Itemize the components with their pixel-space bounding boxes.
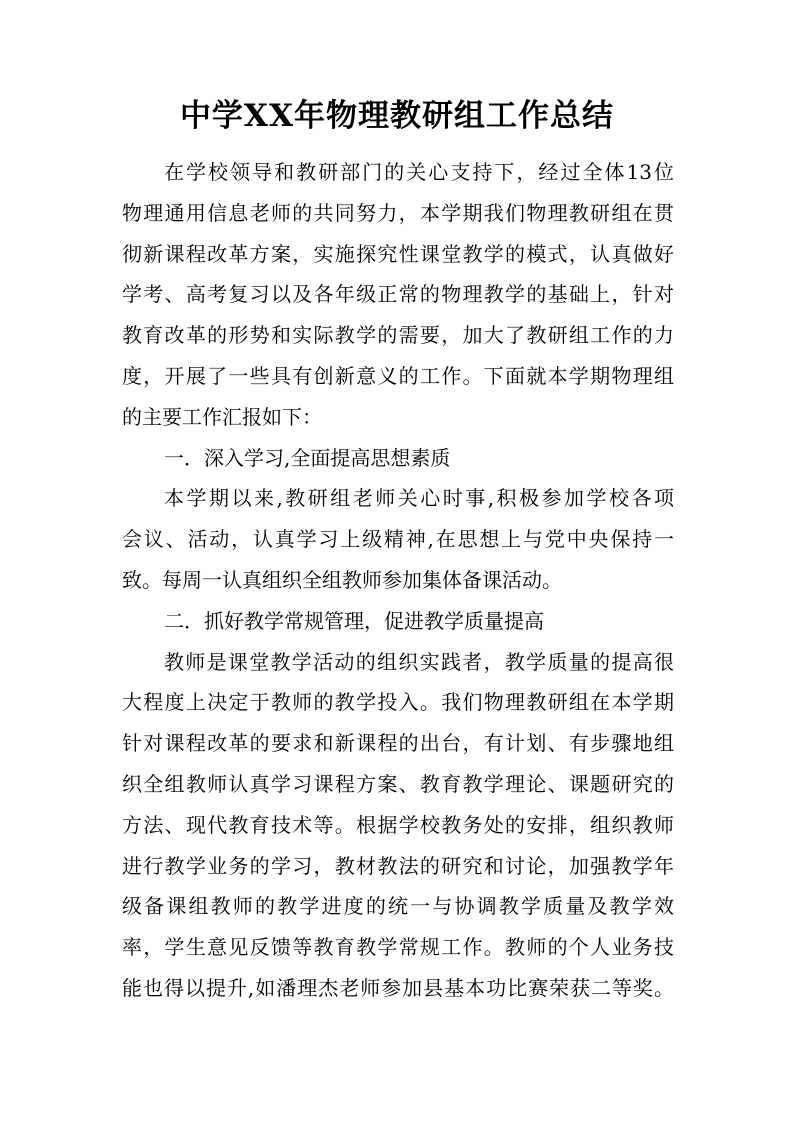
paragraph-line: 级备课组教师的教学进度的统一与协调教学质量及教学效 bbox=[122, 894, 674, 919]
paragraph-line: 的主要工作汇报如下： bbox=[122, 404, 322, 429]
paragraph-line: 织全组教师认真学习课程方案、教育教学理论、课题研究的 bbox=[122, 771, 674, 796]
paragraph-line: 针对课程改革的要求和新课程的出台，有计划、有步骤地组 bbox=[122, 731, 674, 756]
paragraph-line: 度，开展了一些具有创新意义的工作。下面就本学期物理组 bbox=[122, 363, 674, 388]
paragraph-line: 教师是课堂教学活动的组织实践者，教学质量的提高很 bbox=[164, 649, 674, 674]
paragraph-line: 会议、活动，认真学习上级精神,在思想上与党中央保持一 bbox=[122, 527, 674, 552]
paragraph-line: 在学校领导和教研部门的关心支持下，经过全体13位 bbox=[164, 160, 674, 184]
paragraph-line: 致。每周一认真组织全组教师参加集体备课活动。 bbox=[122, 567, 562, 592]
paragraph-line: 彻新课程改革方案，实施探究性课堂教学的模式，认真做好 bbox=[122, 241, 674, 266]
section-heading: 一．深入学习,全面提高思想素质 bbox=[164, 445, 451, 470]
paragraph-line: 教育改革的形势和实际教学的需要，加大了教研组工作的力 bbox=[122, 323, 674, 348]
paragraph-line: 物理通用信息老师的共同努力，本学期我们物理教研组在贯 bbox=[122, 200, 674, 225]
paragraph-line: 进行教学业务的学习，教材教法的研究和讨论，加强教学年 bbox=[122, 853, 674, 878]
paragraph-line: 本学期以来,教研组老师关心时事,积极参加学校各项 bbox=[164, 486, 674, 511]
paragraph-line: 能也得以提升,如潘理杰老师参加县基本功比赛荣获二等奖。 bbox=[122, 975, 674, 1000]
paragraph-line: 大程度上决定于教师的教学投入。我们物理教研组在本学期 bbox=[122, 690, 674, 715]
document-body bbox=[122, 152, 674, 1009]
section-heading: 二．抓好教学常规管理，促进教学质量提高 bbox=[164, 608, 544, 633]
paragraph-line: 方法、现代教育技术等。根据学校教务处的安排，组织教师 bbox=[122, 812, 674, 837]
paragraph-line: 率，学生意见反馈等教育教学常规工作。教师的个人业务技 bbox=[122, 935, 674, 960]
document-title: 中学XX年物理教研组工作总结 bbox=[179, 98, 615, 134]
paragraph-line: 学考、高考复习以及各年级正常的物理教学的基础上，针对 bbox=[122, 282, 674, 307]
